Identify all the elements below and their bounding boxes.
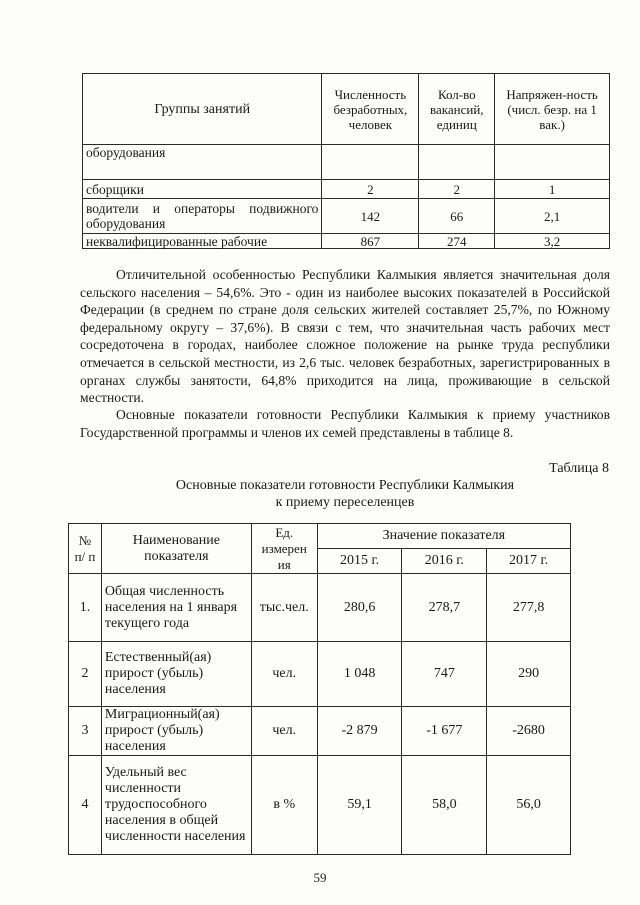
paragraph-rural-population: Отличительной особенностью Республики Калмыкия является значительная доля сельского населения – 54,6%. Это - один из наиболее высоких показателей в Российской Федерации (в среднем по стране доля сельских жителей составляет 25,7%, по Южному федеральному округу – 37,6%). В связи с тем, что значительная часть рабочих мест сосредоточена в городах, наиболее сложное положение на рынке труда республики отмечается в сельской местности, из 2,6 тыс. человек безработных, зарегистрированных в органах службы занятости, 64,8% приходится на лица, проживающие в сельской местности. <box>80 267 610 406</box>
table-title-line: Основные показатели готовности Республики Калмыкия <box>175 478 515 493</box>
row-value-2017: -2680 <box>487 707 571 756</box>
table-title <box>80 477 610 511</box>
row-value-2015: 59,1 <box>317 756 402 855</box>
table-row <box>69 756 571 855</box>
table-row <box>69 707 571 756</box>
row-vacancies <box>419 145 495 180</box>
row-value-2017: 277,8 <box>487 574 571 642</box>
row-name: Общая численность населения на 1 января текущего года <box>101 574 251 642</box>
row-vacancies: 66 <box>419 199 495 234</box>
row-unemployed: 142 <box>322 199 419 234</box>
row-vacancies: 2 <box>419 180 495 199</box>
header-group: Группы занятий <box>83 74 322 145</box>
row-num: 4 <box>69 756 102 855</box>
row-value-2017: 290 <box>487 642 571 707</box>
page-number: 59 <box>313 870 327 885</box>
row-tension <box>495 145 610 180</box>
header-name: Наименование показателя <box>101 524 251 574</box>
readiness-indicators-table <box>68 523 571 855</box>
row-value-2015: 1 048 <box>317 642 402 707</box>
row-tension: 1 <box>495 180 610 199</box>
header-unemployed: Численность безработных, человек <box>322 74 419 145</box>
table-row <box>69 574 571 642</box>
row-value-2015: -2 879 <box>317 707 402 756</box>
header-year: 2017 г. <box>487 549 571 574</box>
row-name: оборудования <box>83 145 322 180</box>
row-value-2015: 280,6 <box>317 574 402 642</box>
header-vacancies: Кол-во вакансий, единиц <box>419 74 495 145</box>
table-row <box>83 234 610 249</box>
row-vacancies: 274 <box>419 234 495 249</box>
row-name: Удельный вес численности трудоспособного населения в общей численности населения <box>101 756 251 855</box>
table-row <box>83 180 610 199</box>
row-value-2016: 278,7 <box>402 574 487 642</box>
row-unemployed: 867 <box>322 234 419 249</box>
row-name: водители и операторы подвижного оборудования <box>83 199 322 234</box>
row-name: Естественный(ая) прирост (убыль) населения <box>101 642 251 707</box>
row-value-2016: -1 677 <box>402 707 487 756</box>
table-row <box>83 145 610 180</box>
row-name: сборщики <box>83 180 322 199</box>
row-num: 2 <box>69 642 102 707</box>
header-num: № п/ п <box>69 524 102 574</box>
header-year: 2015 г. <box>317 549 402 574</box>
table-row <box>69 642 571 707</box>
table-header-row <box>69 524 571 549</box>
row-tension: 3,2 <box>495 234 610 249</box>
row-value-2017: 56,0 <box>487 756 571 855</box>
row-name: неквалифицированные рабочие <box>83 234 322 249</box>
header-tension: Напряжен-ность (числ. безр. на 1 вак.) <box>495 74 610 145</box>
row-name: Миграционный(ая) прирост (убыль) населения <box>101 707 251 756</box>
header-values: Значение показателя <box>317 524 570 549</box>
table-header-row <box>83 74 610 145</box>
row-unit: чел. <box>251 642 317 707</box>
row-tension: 2,1 <box>495 199 610 234</box>
paragraph-readiness-intro: Основные показатели готовности Республики Калмыкия к приему участников Государственной программы и членов их семей представлены в таблице 8. <box>80 407 610 440</box>
row-num: 3 <box>69 707 102 756</box>
row-unemployed <box>322 145 419 180</box>
header-year: 2016 г. <box>402 549 487 574</box>
table-number-label: Таблица 8 <box>549 461 609 476</box>
table-row <box>83 199 610 234</box>
row-unemployed: 2 <box>322 180 419 199</box>
row-unit: в % <box>251 756 317 855</box>
table-title-line: к приему переселенцев <box>275 495 415 510</box>
row-value-2016: 747 <box>402 642 487 707</box>
row-value-2016: 58,0 <box>402 756 487 855</box>
row-unit: чел. <box>251 707 317 756</box>
row-num: 1. <box>69 574 102 642</box>
header-unit: Ед. измерен ия <box>251 524 317 574</box>
occupation-groups-table <box>82 73 610 249</box>
row-unit: тыс.чел. <box>251 574 317 642</box>
